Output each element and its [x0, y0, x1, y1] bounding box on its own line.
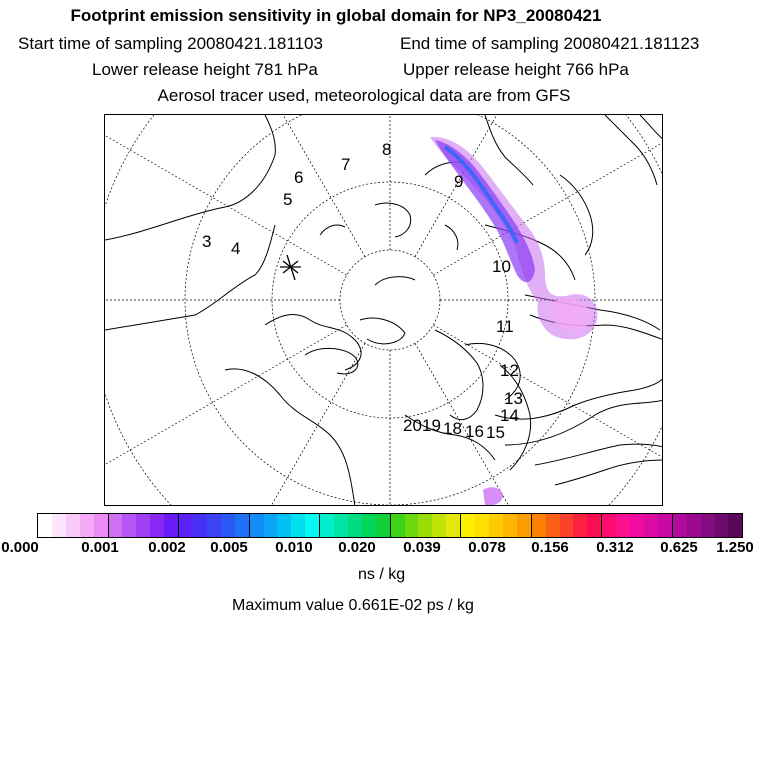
meridian-line — [105, 115, 365, 257]
maximum-value: Maximum value 0.661E-02 ps / kg — [232, 597, 474, 614]
colorbar-tick-label: 0.002 — [148, 539, 186, 556]
colorbar-tick-label: 1.250 — [716, 539, 754, 556]
colorbar-swatch — [136, 514, 150, 537]
colorbar-swatch — [305, 514, 320, 537]
footprint-map — [104, 114, 663, 506]
colorbar-swatch — [66, 514, 80, 537]
colorbar-swatch — [150, 514, 164, 537]
map-canvas — [105, 115, 663, 506]
colorbar-swatch — [461, 514, 475, 537]
colorbar-swatch — [532, 514, 546, 537]
colorbar-swatch — [475, 514, 489, 537]
colorbar-swatch — [560, 514, 574, 537]
colorbar-tick-label: 0.005 — [210, 539, 248, 556]
colorbar — [37, 513, 743, 538]
colorbar-swatch — [701, 514, 715, 537]
colorbar-swatch — [291, 514, 305, 537]
latitude-circle-80 — [340, 250, 440, 350]
colorbar-swatch — [250, 514, 264, 537]
day-label: 15 — [486, 423, 505, 442]
colorbar-swatch — [320, 514, 334, 537]
colorbar-swatch — [602, 514, 616, 537]
colorbar-swatch — [264, 514, 278, 537]
colorbar-swatch — [235, 514, 250, 537]
colorbar-swatch — [221, 514, 235, 537]
colorbar-swatch — [193, 514, 207, 537]
colorbar-swatch — [728, 514, 742, 537]
lower-release-height: Lower release height 781 hPa — [92, 60, 318, 79]
colorbar-swatch — [432, 514, 446, 537]
start-time: Start time of sampling 20080421.181103 — [18, 34, 323, 53]
colorbar-swatch — [207, 514, 221, 537]
day-label: 9 — [454, 172, 464, 191]
day-label: 14 — [500, 406, 519, 425]
colorbar-swatch — [109, 514, 123, 537]
colorbar-swatch — [348, 514, 362, 537]
colorbar-tick-label: 0.010 — [275, 539, 313, 556]
meridian-line — [105, 343, 365, 506]
day-label: 5 — [283, 190, 293, 209]
colorbar-swatch — [391, 514, 405, 537]
colorbar-swatch — [362, 514, 376, 537]
colorbar-swatch — [687, 514, 701, 537]
day-label: 4 — [231, 239, 241, 258]
colorbar-swatch — [503, 514, 517, 537]
colorbar-swatch — [546, 514, 560, 537]
release-point-marker — [280, 255, 301, 280]
colorbar-swatch — [38, 514, 52, 537]
colorbar-swatch — [52, 514, 66, 537]
day-label: 13 — [504, 389, 523, 408]
day-label: 11 — [496, 317, 514, 336]
day-label: 8 — [382, 140, 392, 159]
emission-sensitivity-plume — [430, 137, 598, 506]
colorbar-tick-label: 0.312 — [596, 539, 634, 556]
colorbar-swatch — [418, 514, 432, 537]
colorbar-swatch — [644, 514, 658, 537]
colorbar-tick-label: 0.020 — [338, 539, 376, 556]
colorbar-tick-label: 0.625 — [660, 539, 698, 556]
colorbar-swatch — [376, 514, 391, 537]
end-time: End time of sampling 20080421.181123 — [400, 34, 700, 53]
colorbar-swatch — [517, 514, 532, 537]
colorbar-swatch — [179, 514, 193, 537]
plume-core — [435, 140, 535, 282]
colorbar-tick-label: 0.000 — [1, 539, 39, 556]
colorbar-tick-label: 0.001 — [81, 539, 119, 556]
upper-release-height: Upper release height 766 hPa — [403, 60, 629, 79]
day-label: 7 — [341, 155, 351, 174]
day-label: 12 — [500, 361, 519, 380]
colorbar-tick-label: 0.039 — [403, 539, 441, 556]
colorbar-swatch — [715, 514, 729, 537]
colorbar-swatch — [446, 514, 461, 537]
colorbar-tick-label: 0.078 — [468, 539, 506, 556]
day-label: 18 — [443, 419, 462, 438]
colorbar-swatch — [673, 514, 687, 537]
colorbar-swatch — [616, 514, 630, 537]
colorbar-swatch — [405, 514, 419, 537]
colorbar-swatch — [658, 514, 673, 537]
plot-title: Footprint emission sensitivity in global domain for NP3_20080421 — [70, 6, 602, 25]
colorbar-swatch — [573, 514, 587, 537]
plume-fragment — [483, 487, 503, 505]
colorbar-swatch — [587, 514, 602, 537]
day-label: 10 — [492, 257, 511, 276]
colorbar-swatch — [277, 514, 291, 537]
day-label: 6 — [294, 168, 304, 187]
day-label: 16 — [465, 422, 484, 441]
tracer-note: Aerosol tracer used, meteorological data are from GFS — [157, 86, 571, 105]
colorbar-swatch — [489, 514, 503, 537]
colorbar-swatch — [334, 514, 348, 537]
day-label: 3 — [202, 232, 212, 251]
day-label: 19 — [422, 416, 441, 435]
colorbar-swatch — [164, 514, 179, 537]
meridian-line — [105, 115, 347, 275]
colorbar-swatch — [80, 514, 94, 537]
colorbar-swatch — [122, 514, 136, 537]
colorbar-tick-label: 0.156 — [531, 539, 569, 556]
colorbar-units: ns / kg — [358, 566, 406, 583]
day-label: 20 — [403, 416, 422, 435]
colorbar-swatch — [630, 514, 644, 537]
colorbar-swatch — [94, 514, 109, 537]
